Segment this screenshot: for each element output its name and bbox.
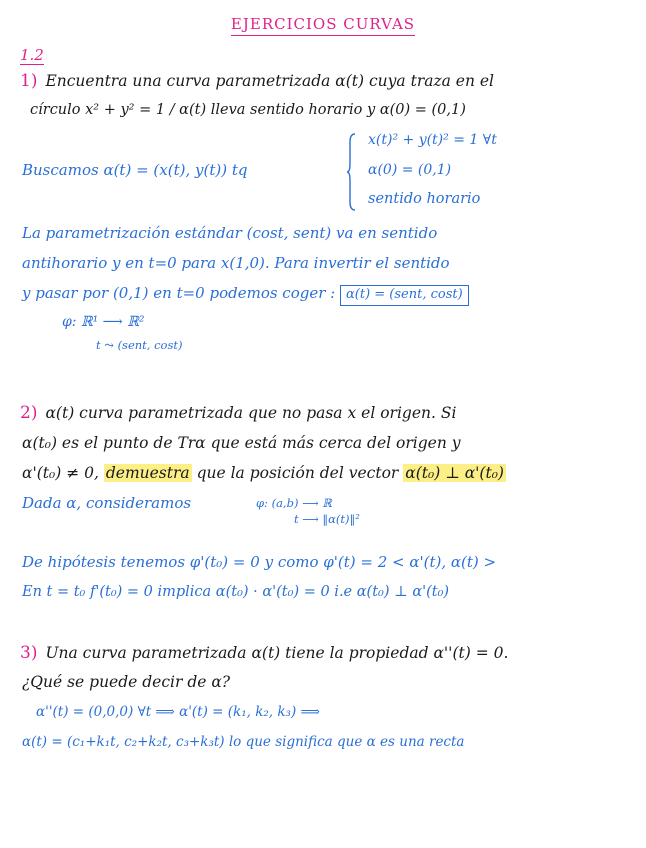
exercise-1-explanation-line2: antihorario y en t=0 para x(1,0). Para invertir el sentido — [22, 254, 450, 272]
exercise-2-hypothesis: De hipótesis tenemos φ'(t₀) = 0 y como φ'(t) = 2 < α'(t), α(t) > — [22, 553, 497, 571]
section-number: 1.2 — [20, 46, 44, 64]
exercise-3-derivation: α''(t) = (0,0,0) ∀t ⟹ α'(t) = (k₁, k₂, k₃) ⟹ — [36, 704, 320, 720]
page-title: EJERCICIOS CURVAS — [0, 17, 646, 32]
highlight-demuestra: demuestra — [105, 464, 190, 482]
exercise-2-statement-line2: α(t₀) es el punto de Trα que está más cerca del origen y — [22, 434, 461, 452]
exercise-3-statement-line2: ¿Qué se puede decir de α? — [22, 673, 231, 691]
exercise-2-conclusion: En t = t₀ f'(t₀) = 0 implica α(t₀) · α'(t₀) = 0 i.e α(t₀) ⊥ α'(t₀) — [22, 584, 450, 600]
exercise-2-number: 2) — [20, 403, 38, 423]
exercise-1-buscamos: Buscamos α(t) = (x(t), y(t)) tq — [22, 161, 248, 179]
exercise-3-conclusion: α(t) = (c₁+k₁t, c₂+k₂t, c₃+k₃t) lo que significa que α es una recta — [22, 734, 465, 750]
curly-brace-icon — [347, 132, 357, 212]
highlight-perpendicular: α(t₀) ⊥ α'(t₀) — [405, 464, 504, 482]
exercise-1-number: 1) — [20, 71, 38, 91]
exercise-3-number: 3) — [20, 643, 38, 663]
exercise-2-statement-line3: α'(t₀) ≠ 0, demuestra que la posición del vector α(t₀) ⊥ α'(t₀) — [22, 464, 504, 482]
exercise-1-statement-line1: 1) Encuentra una curva parametrizada α(t) cuya traza en el — [20, 71, 495, 91]
exercise-1-explanation-line1: La parametrización estándar (cost, sent) va en sentido — [22, 224, 438, 242]
exercise-1-map-rule: t ⤳ (sent, cost) — [96, 338, 183, 352]
condition-orientation: sentido horario — [368, 191, 481, 207]
boxed-answer: α(t) = (sent, cost) — [340, 285, 469, 306]
exercise-1-statement-line2: círculo x² + y² = 1 / α(t) lleva sentido horario y α(0) = (0,1) — [30, 102, 466, 118]
condition-circle: x(t)² + y(t)² = 1 ∀t — [368, 132, 497, 148]
exercise-2-statement-line1: 2) α(t) curva parametrizada que no pasa x el origen. Si — [20, 403, 457, 423]
exercise-2-map-rule: t ⟶ ‖α(t)‖² — [294, 512, 360, 526]
exercise-1-map-definition: φ: ℝ¹ ⟶ ℝ² — [62, 314, 145, 330]
exercise-2-dada: Dada α, consideramos — [22, 494, 192, 512]
exercise-3-statement-line1: 3) Una curva parametrizada α(t) tiene la propiedad α''(t) = 0. — [20, 643, 509, 663]
exercise-2-map-definition: φ: (a,b) ⟶ ℝ — [256, 496, 332, 510]
condition-initial: α(0) = (0,1) — [368, 162, 452, 178]
exercise-1-explanation-line3: y pasar por (0,1) en t=0 podemos coger : α(t) = (sent, cost) — [22, 286, 469, 301]
